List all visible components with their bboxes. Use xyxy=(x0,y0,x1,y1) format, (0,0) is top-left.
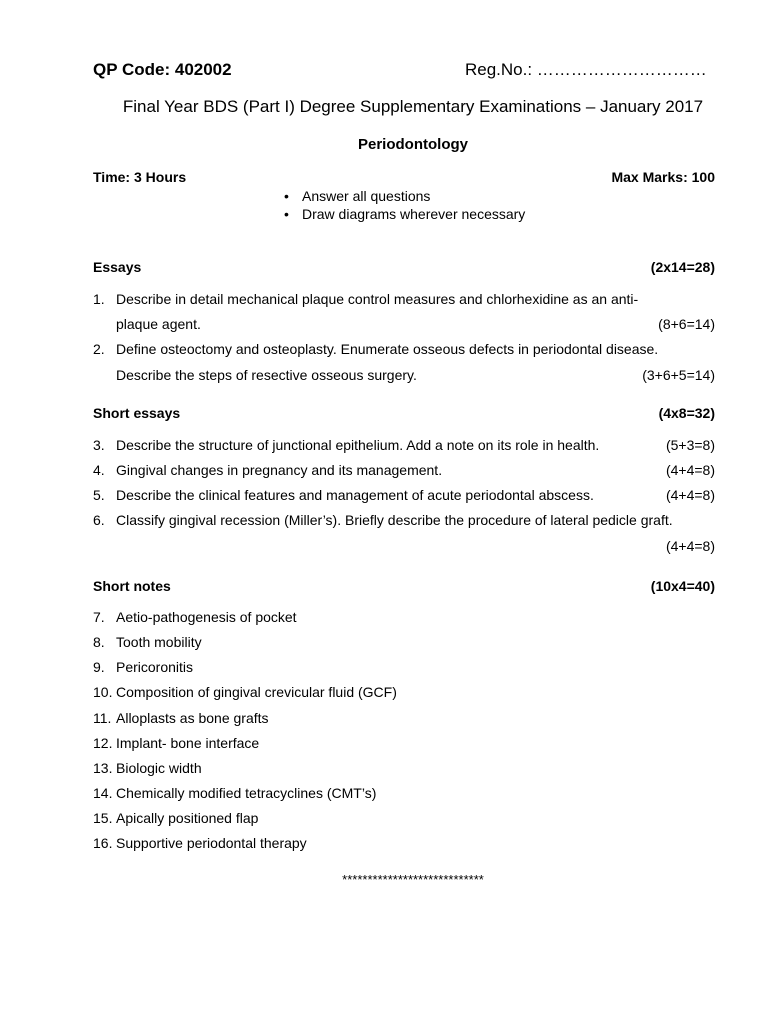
question-number: 15. xyxy=(93,810,113,826)
question-marks: (4+4=8) xyxy=(665,462,715,478)
question-number: 12. xyxy=(93,735,113,751)
exam-time: Time: 3 Hours xyxy=(93,169,187,185)
question-text: Chemically modified tetracyclines (CMT’s) xyxy=(116,785,377,801)
section-title-short-notes: Short notes xyxy=(93,578,171,594)
question-number: 2. xyxy=(93,341,105,357)
question-text: Pericoronitis xyxy=(116,659,194,675)
bullet-icon: • xyxy=(284,188,289,204)
question-text: Describe the clinical features and management of acute periodontal abscess. xyxy=(116,487,594,503)
section-marks-short-essays: (4x8=32) xyxy=(658,405,715,421)
question-text: Define osteoctomy and osteoplasty. Enumerate osseous defects in periodontal disease. xyxy=(116,341,659,357)
question-text: Describe in detail mechanical plaque control measures and chlorhexidine as an anti- xyxy=(116,291,639,307)
question-number: 14. xyxy=(93,785,113,801)
section-marks-short-notes: (10x4=40) xyxy=(650,578,715,594)
question-number: 5. xyxy=(93,487,105,503)
question-marks: (8+6=14) xyxy=(658,316,715,332)
question-marks: (5+3=8) xyxy=(665,437,715,453)
section-title-essays: Essays xyxy=(93,259,142,275)
question-text: Classify gingival recession (Miller’s). Briefly describe the procedure of lateral pedicle graft. xyxy=(116,512,673,528)
reg-no: Reg.No.: ………………………… xyxy=(465,60,707,79)
question-text: Supportive periodontal therapy xyxy=(116,835,307,851)
question-text: Implant- bone interface xyxy=(116,735,260,751)
qp-code: QP Code: 402002 xyxy=(93,60,232,79)
section-title-short-essays: Short essays xyxy=(93,405,181,421)
question-number: 7. xyxy=(93,609,105,625)
max-marks: Max Marks: 100 xyxy=(611,169,715,185)
question-text: Alloplasts as bone grafts xyxy=(116,710,269,726)
question-number: 11. xyxy=(93,710,112,726)
question-marks: (4+4=8) xyxy=(665,487,715,503)
instruction-text: Answer all questions xyxy=(302,188,431,204)
question-text: Composition of gingival crevicular fluid (GCF) xyxy=(116,684,397,700)
question-number: 8. xyxy=(93,634,105,650)
question-number: 3. xyxy=(93,437,105,453)
question-text: Aetio-pathogenesis of pocket xyxy=(116,609,297,625)
subject-title: Periodontology xyxy=(358,136,468,153)
question-number: 1. xyxy=(93,291,105,307)
end-of-paper-stars: **************************** xyxy=(342,872,484,887)
question-text: Describe the structure of junctional epithelium. Add a note on its role in health. xyxy=(116,437,600,453)
section-marks-essays: (2x14=28) xyxy=(650,259,715,275)
question-marks: (3+6+5=14) xyxy=(642,367,715,383)
question-text: Tooth mobility xyxy=(116,634,202,650)
question-text: Apically positioned flap xyxy=(116,810,259,826)
question-text: Gingival changes in pregnancy and its management. xyxy=(116,462,443,478)
question-text: Describe the steps of resective osseous surgery. xyxy=(116,367,417,383)
instruction-item xyxy=(284,205,525,223)
question-marks: (4+4=8) xyxy=(665,538,715,554)
question-number: 10. xyxy=(93,684,113,700)
instructions-list xyxy=(284,187,525,223)
question-number: 16. xyxy=(93,835,113,851)
question-number: 4. xyxy=(93,462,105,478)
instruction-item xyxy=(284,187,525,205)
question-number: 6. xyxy=(93,512,105,528)
question-number: 13. xyxy=(93,760,113,776)
instruction-text: Draw diagrams wherever necessary xyxy=(302,206,526,222)
bullet-icon: • xyxy=(284,206,289,222)
question-text: Biologic width xyxy=(116,760,202,776)
question-text: plaque agent. xyxy=(116,316,201,332)
exam-title: Final Year BDS (Part I) Degree Supplementary Examinations – January 2017 xyxy=(122,97,704,116)
question-number: 9. xyxy=(93,659,105,675)
